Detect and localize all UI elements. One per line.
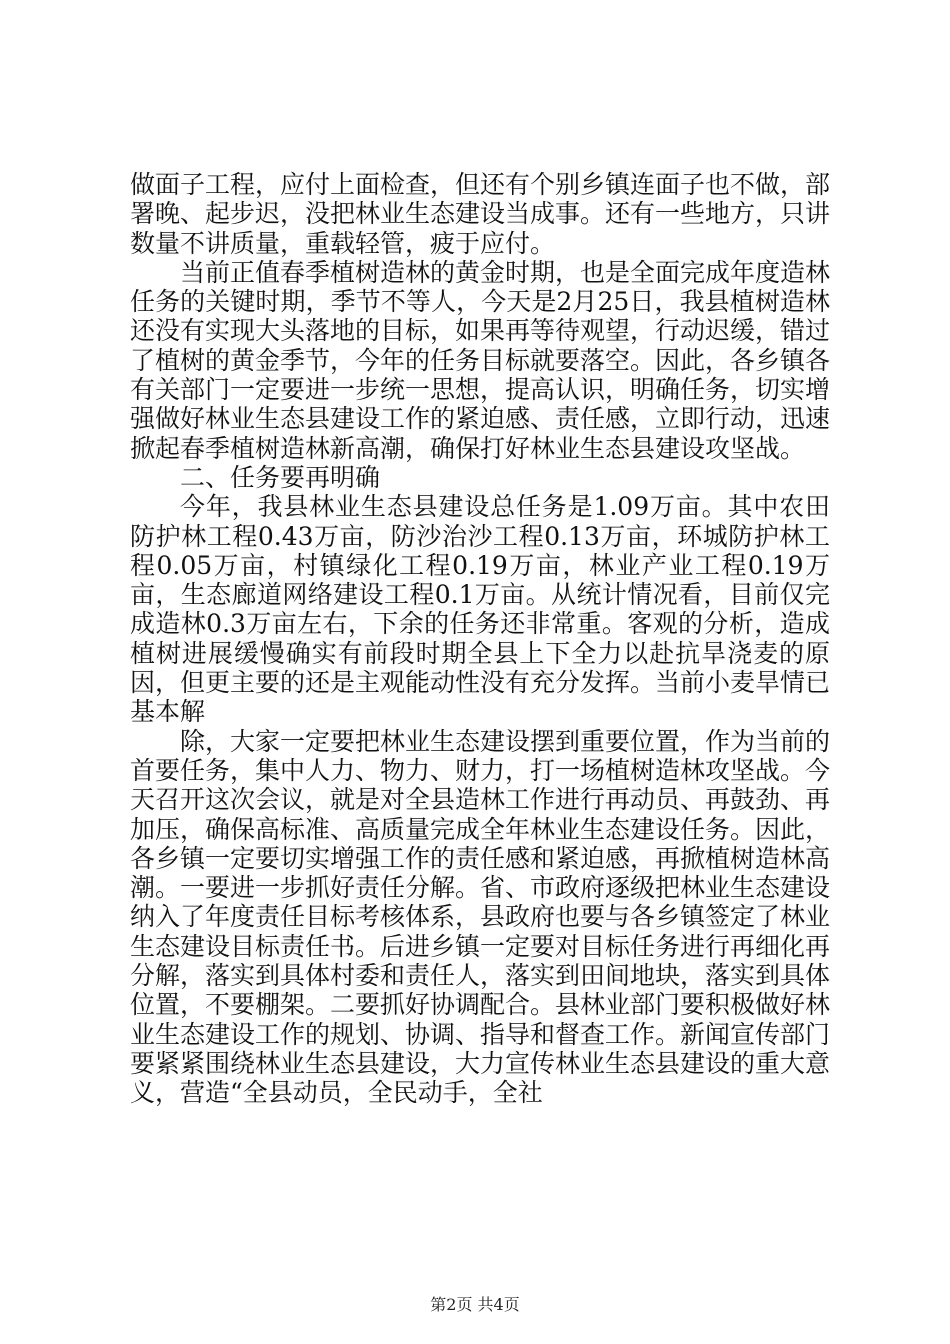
paragraph-3: 今年，我县林业生态县建设总任务是1.09万亩。其中农田防护林工程0.43万亩，防沙治沙工程0.13万亩，环城防护林工程0.05万亩，村镇绿化工程0.19万亩，林业产业工程0.19万亩，生态廊道网络建设工程0.1万亩。从统计情况看，目前仅完成造林0.3万亩左右，下余的任务还非常重。客观的分析，造成植树进展缓慢确实有前段时期全县上下全力以赴抗旱浇麦的原因，但更主要的还是主观能动性没有充分发挥。当前小麦旱情已基本解 bbox=[130, 492, 831, 727]
body-text bbox=[130, 170, 830, 1108]
paragraph-4: 除，大家一定要把林业生态建设摆到重要位置，作为当前的首要任务，集中人力、物力、财力，打一场植树造林攻坚战。今天召开这次会议，就是对全县造林工作进行再动员、再鼓劲、再加压，确保高标准、高质量完成全年林业生态建设任务。因此，各乡镇一定要切实增强工作的责任感和紧迫感，再掀植树造林高潮。一要进一步抓好责任分解。省、市政府逐级把林业生态建设纳入了年度责任目标考核体系，县政府也要与各乡镇签定了林业生态建设目标责任书。后进乡镇一定要对目标任务进行再细化再分解，落实到具体村委和责任人，落实到田间地块，落实到具体位置，不要棚架。二要抓好协调配合。县林业部门要积极做好林业生态建设工作的规划、协调、指导和督查工作。新闻宣传部门要紧紧围绕林业生态县建设，大力宣传林业生态县建设的重大意义，营造“全县动员，全民动手，全社 bbox=[130, 726, 831, 1108]
page-number-footer: 第2页 共4页 bbox=[430, 1295, 520, 1314]
paragraph-1: 做面子工程，应付上面检查，但还有个别乡镇连面子也不做，部署晚、起步迟，没把林业生态建设当成事。还有一些地方，只讲数量不讲质量，重载轻管，疲于应付。 bbox=[130, 170, 831, 258]
section-heading: 二、任务要再明确 bbox=[180, 462, 381, 492]
paragraph-2: 当前正值春季植树造林的黄金时期，也是全面完成年度造林任务的关键时期，季节不等人，今天是2月25日，我县植树造林还没有实现大头落地的目标，如果再等待观望，行动迟缓，错过了植树的黄金季节，今年的任务目标就要落空。因此，各乡镇各有关部门一定要进一步统一思想，提高认识，明确任务，切实增强做好林业生态县建设工作的紧迫感、责任感，立即行动，迅速掀起春季植树造林新高潮，确保打好林业生态县建设攻坚战。 bbox=[130, 257, 831, 463]
